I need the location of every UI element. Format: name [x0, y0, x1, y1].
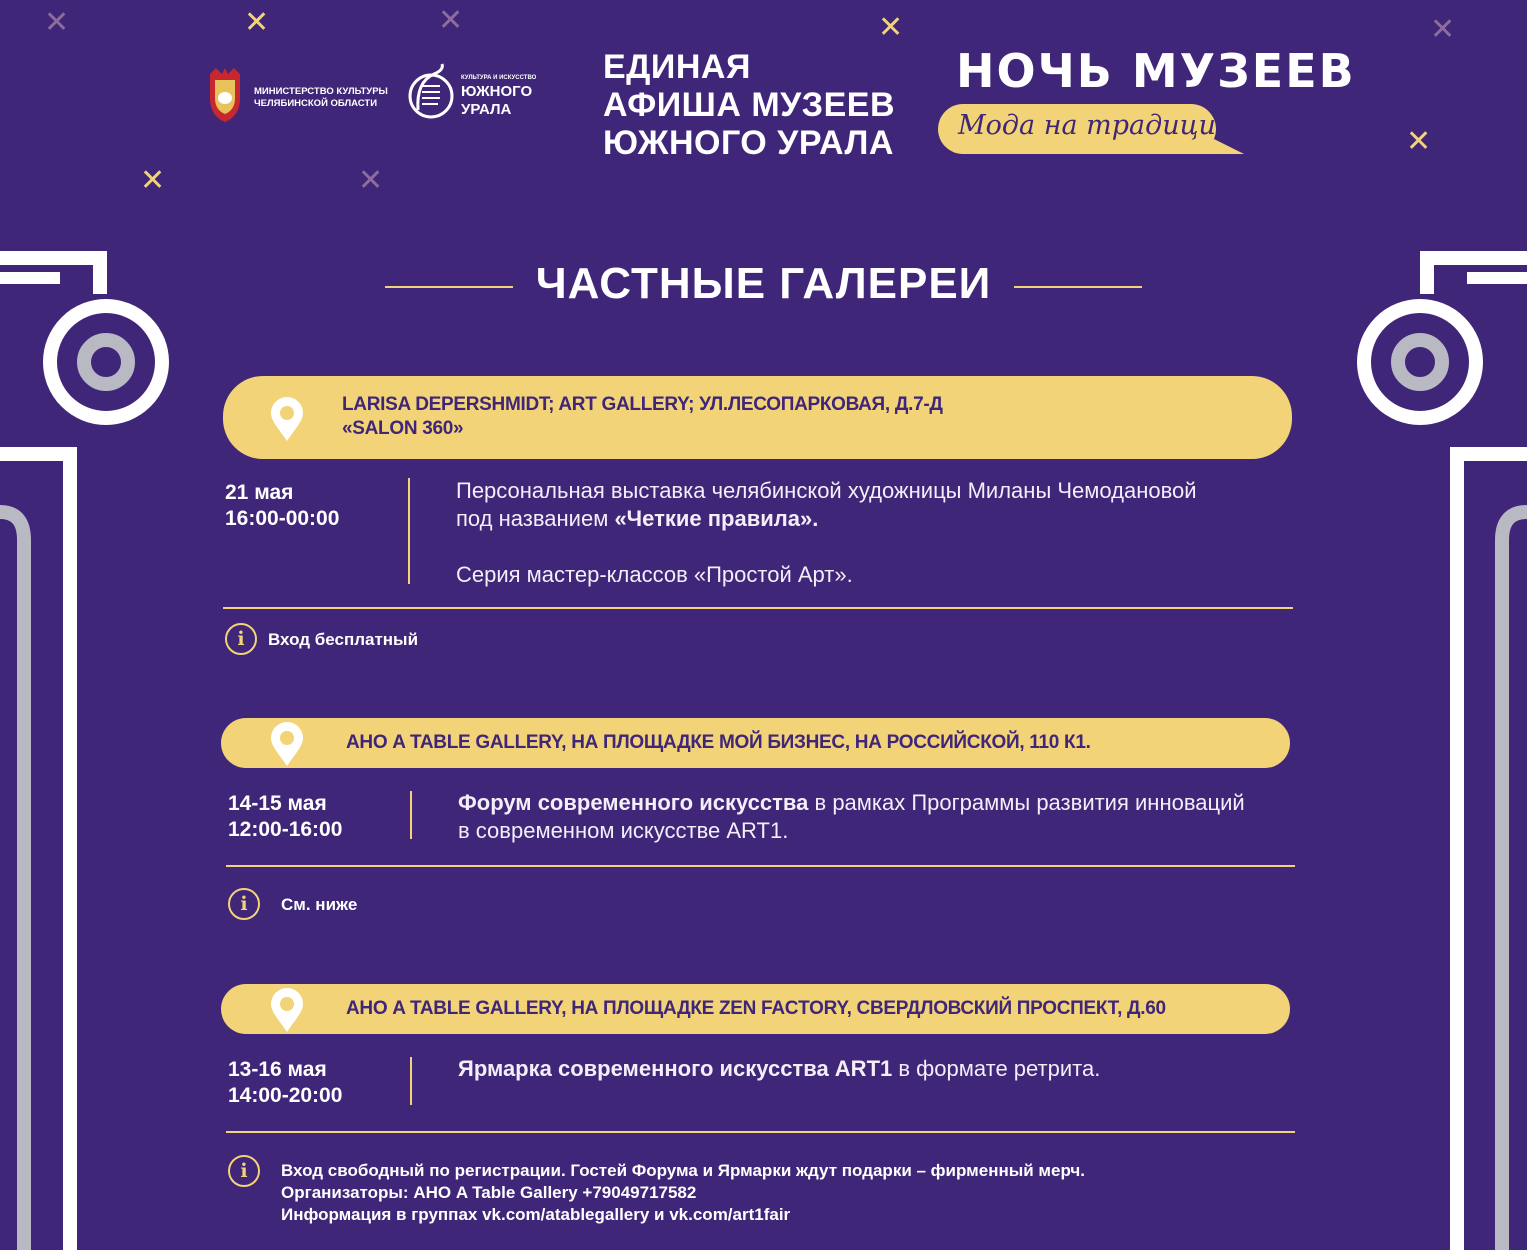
event-date: 21 мая — [225, 481, 294, 504]
decor-cross-icon: ✕ — [44, 6, 70, 39]
decor-cross-icon: ✕ — [1430, 13, 1456, 46]
location-pin-icon — [269, 721, 305, 767]
afisha-heading — [603, 48, 895, 162]
event-time: 14:00-20:00 — [228, 1084, 343, 1107]
venue-line: «SALON 360» — [342, 418, 464, 439]
desc-text: под названием — [456, 506, 615, 531]
info-icon: i — [228, 1155, 260, 1187]
decor-cross-icon: ✕ — [140, 164, 166, 197]
decor-cross-icon: ✕ — [438, 4, 464, 37]
location-pin-icon — [269, 396, 305, 442]
desc-line: в современном искусстве ART1. — [458, 818, 789, 843]
night-of-museums-title: НОЧЬ МУЗЕЕВ — [956, 44, 1356, 98]
info-line: Вход бесплатный — [268, 630, 419, 649]
culture-logo-icon — [404, 62, 458, 122]
ministry-line: МИНИСТЕРСТВО КУЛЬТУРЫ — [254, 86, 388, 97]
culture-caption: КУЛЬТУРА И ИСКУССТВО — [461, 75, 537, 81]
event-time: 16:00-00:00 — [225, 507, 340, 530]
venue-name — [342, 393, 943, 441]
column-left-decor — [0, 250, 175, 1250]
desc-line — [456, 505, 1276, 533]
ministry-coat-of-arms-icon — [204, 68, 246, 122]
event-description — [456, 477, 1276, 589]
decor-cross-icon: ✕ — [244, 6, 270, 39]
decor-cross-icon: ✕ — [878, 11, 904, 44]
divider-vertical — [410, 791, 412, 839]
desc-text: в рамках Программы развития инноваций — [808, 790, 1245, 815]
ministry-line: ЧЕЛЯБИНСКОЙ ОБЛАСТИ — [254, 98, 378, 109]
culture-line: УРАЛА — [461, 101, 512, 118]
event-description — [458, 789, 1298, 845]
afisha-line: АФИША МУЗЕЕВ — [603, 86, 896, 124]
info-line: Информация в группах vk.com/atablegallery и vk.com/art1fair — [281, 1205, 791, 1224]
divider-horizontal — [223, 607, 1293, 609]
desc-line — [458, 1055, 1298, 1083]
divider-horizontal — [226, 865, 1295, 867]
info-line: Вход свободный по регистрации. Гостей Форума и Ярмарки ждут подарки – фирменный мерч. — [281, 1161, 1086, 1180]
event-date: 13-16 мая — [228, 1058, 327, 1081]
decor-cross-icon: ✕ — [358, 164, 384, 197]
location-pin-icon — [269, 987, 305, 1033]
divider-vertical — [410, 1057, 412, 1105]
info-note — [281, 894, 357, 916]
slogan-text: Мода на традиции — [958, 110, 1234, 141]
culture-title — [461, 83, 532, 119]
ministry-name — [254, 86, 388, 110]
event-date: 14-15 мая — [228, 792, 327, 815]
desc-bold: Форум современного искусства — [458, 790, 809, 815]
venue-name — [346, 731, 1091, 755]
column-right-decor — [1352, 250, 1527, 1250]
afisha-line: ЮЖНОГО УРАЛА — [603, 124, 894, 162]
desc-line: Персональная выставка челябинской художницы Миланы Чемодановой — [456, 478, 1197, 503]
event-description — [458, 1055, 1298, 1083]
divider-vertical — [408, 478, 410, 584]
section-title: ЧАСТНЫЕ ГАЛЕРЕИ — [535, 259, 992, 308]
event-datetime — [228, 1057, 342, 1109]
info-note — [281, 1160, 1085, 1226]
info-line: См. ниже — [281, 895, 358, 914]
desc-text: в формате ретрита. — [892, 1056, 1101, 1081]
event-time: 12:00-16:00 — [228, 818, 343, 841]
info-icon: i — [225, 623, 257, 655]
venue-line: АНО A TABLE GALLERY, НА ПЛОЩАДКЕ МОЙ БИЗНЕС, НА РОССИЙСКОЙ, 110 К1. — [346, 732, 1091, 753]
event-datetime — [225, 480, 339, 532]
event-datetime — [228, 791, 342, 843]
afisha-line: ЕДИНАЯ — [603, 48, 751, 86]
divider-horizontal — [226, 1131, 1295, 1133]
venue-line: LARISA DEPERSHMIDT; ART GALLERY; УЛ.ЛЕСОПАРКОВАЯ, Д.7-Д — [342, 394, 943, 415]
desc-bold: «Четкие правила». — [614, 506, 819, 531]
venue-line: АНО A TABLE GALLERY, НА ПЛОЩАДКЕ ZEN FACTORY, СВЕРДЛОВСКИЙ ПРОСПЕКТ, Д.60 — [346, 998, 1166, 1019]
decor-cross-icon: ✕ — [1406, 125, 1432, 158]
info-note — [268, 629, 418, 651]
desc-line: Серия мастер-классов «Простой Арт». — [456, 562, 853, 587]
info-line: Организаторы: АНО A Table Gallery +79049717582 — [281, 1183, 697, 1202]
venue-name — [346, 997, 1166, 1021]
info-icon: i — [228, 888, 260, 920]
culture-line: ЮЖНОГО — [461, 83, 533, 100]
desc-line — [458, 789, 1298, 817]
desc-bold: Ярмарка современного искусства ART1 — [458, 1056, 893, 1081]
